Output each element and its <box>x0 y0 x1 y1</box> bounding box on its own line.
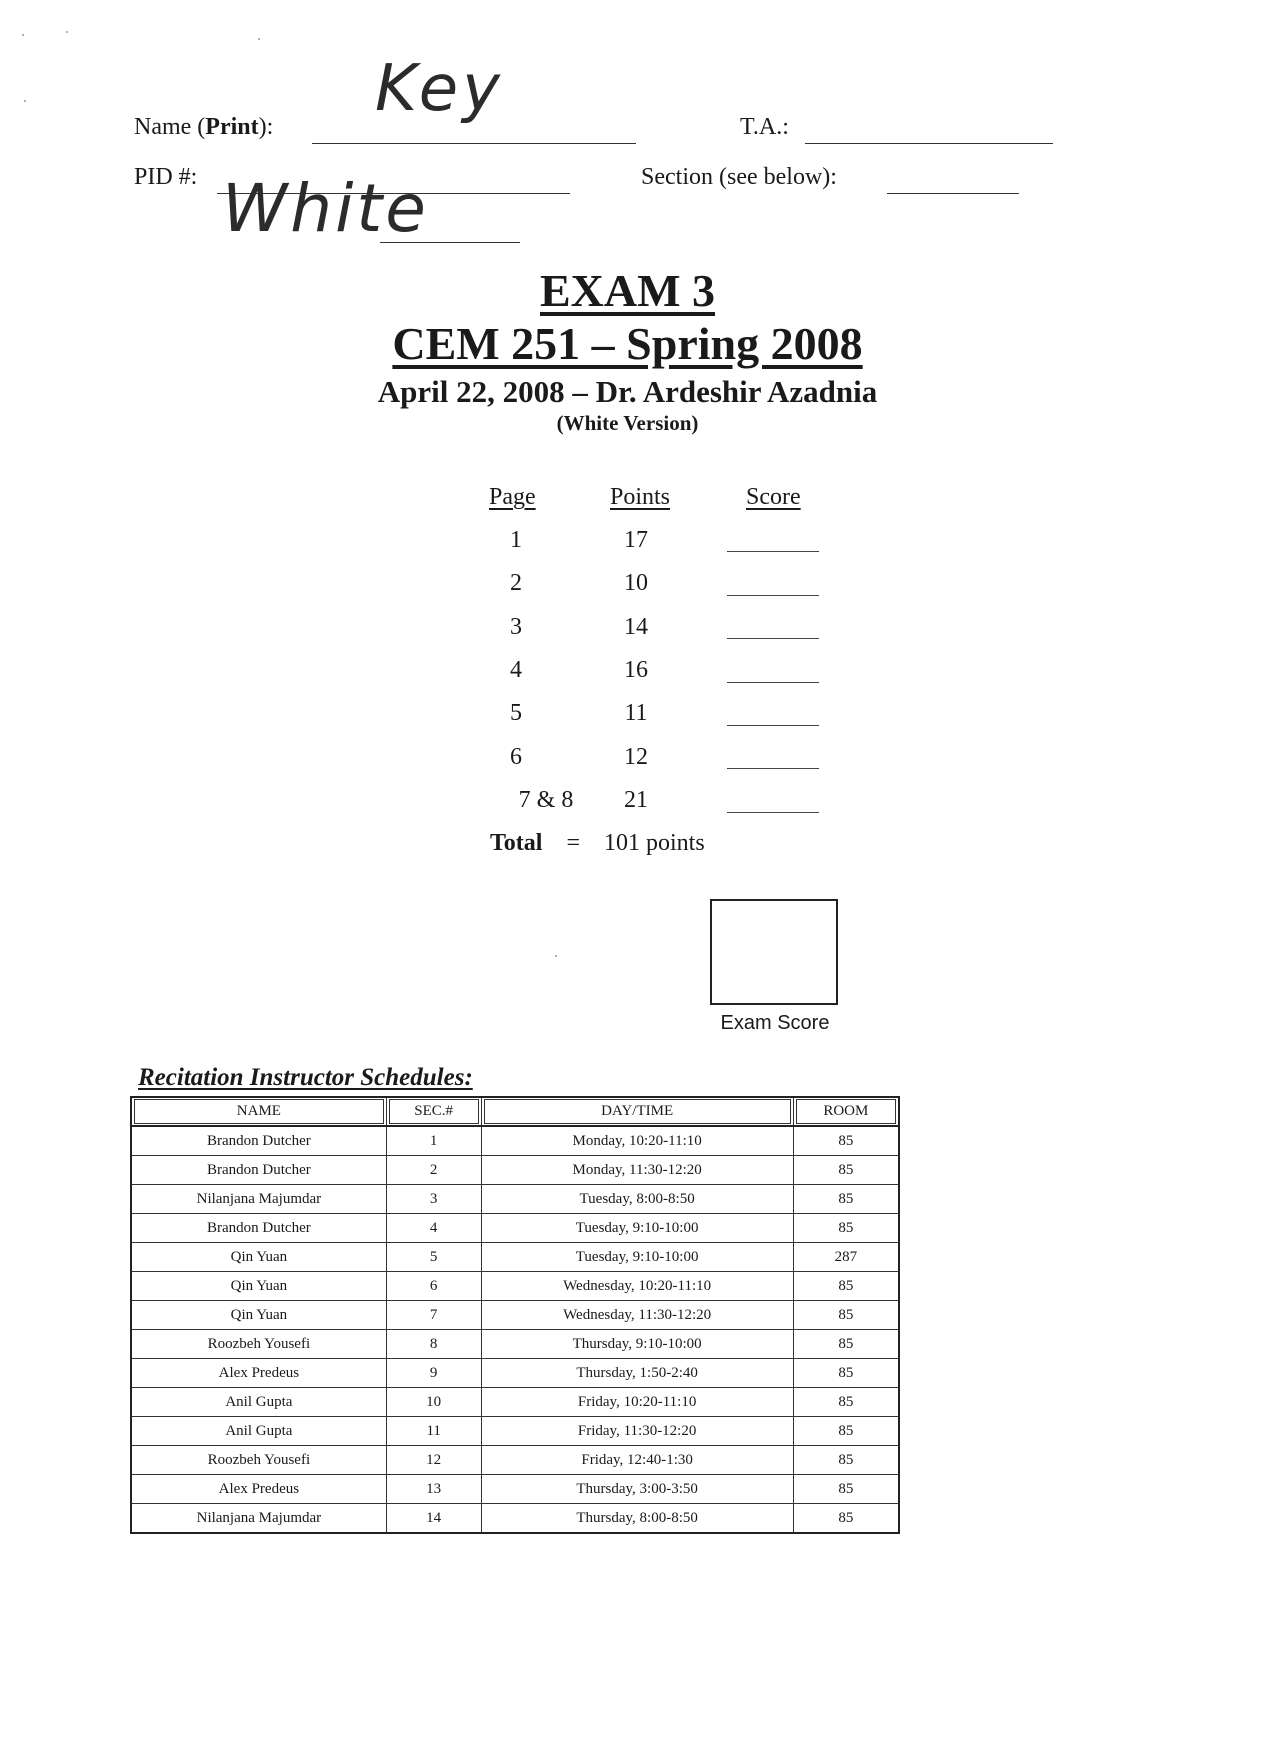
score-row-page: 6 <box>510 744 522 770</box>
section-number: 9 <box>386 1359 481 1388</box>
score-header-page: Page <box>489 484 536 510</box>
score-blank[interactable] <box>727 682 819 683</box>
instructor-name: Roozbeh Yousefi <box>131 1330 386 1359</box>
score-row-page: 2 <box>510 570 522 596</box>
instructor-name: Qin Yuan <box>131 1301 386 1330</box>
day-time: Wednesday, 10:20-11:10 <box>481 1272 793 1301</box>
total-equals: = <box>566 830 581 856</box>
day-time: Thursday, 8:00-8:50 <box>481 1504 793 1534</box>
room-number: 85 <box>793 1330 899 1359</box>
section-number: 5 <box>386 1243 481 1272</box>
score-row-points: 12 <box>624 744 648 770</box>
score-row-points: 17 <box>624 527 648 553</box>
total-label: Total <box>490 830 543 856</box>
score-row-points: 16 <box>624 657 648 683</box>
room-number: 85 <box>793 1359 899 1388</box>
recitation-table <box>130 1096 900 1534</box>
score-blank[interactable] <box>727 768 819 769</box>
section-number: 2 <box>386 1156 481 1185</box>
instructor-name: Anil Gupta <box>131 1388 386 1417</box>
section-number: 1 <box>386 1126 481 1156</box>
day-time: Monday, 11:30-12:20 <box>481 1156 793 1185</box>
score-row-page: 1 <box>510 527 522 553</box>
score-blank[interactable] <box>727 638 819 639</box>
score-row-points: 14 <box>624 614 648 640</box>
section-number: 8 <box>386 1330 481 1359</box>
section-number: 4 <box>386 1214 481 1243</box>
table-row <box>131 1504 899 1534</box>
score-blank[interactable] <box>727 551 819 552</box>
section-number: 7 <box>386 1301 481 1330</box>
instructor-name: Alex Predeus <box>131 1359 386 1388</box>
day-time: Monday, 10:20-11:10 <box>481 1126 793 1156</box>
table-header-row <box>131 1097 899 1126</box>
day-time: Friday, 11:30-12:20 <box>481 1417 793 1446</box>
column-header-sec: SEC.# <box>386 1097 481 1126</box>
table-row <box>131 1272 899 1301</box>
day-time: Friday, 10:20-11:10 <box>481 1388 793 1417</box>
date-instructor: April 22, 2008 – Dr. Ardeshir Azadnia <box>377 374 878 409</box>
version-handwritten-white: White <box>222 170 429 247</box>
scan-speck <box>22 34 24 36</box>
score-total <box>490 830 705 857</box>
score-blank[interactable] <box>727 812 819 813</box>
day-time: Thursday, 1:50-2:40 <box>481 1359 793 1388</box>
day-time: Wednesday, 11:30-12:20 <box>481 1301 793 1330</box>
exam-score-label: Exam Score <box>720 1012 830 1034</box>
ta-label: T.A.: <box>740 114 789 140</box>
column-header-room: ROOM <box>793 1097 899 1126</box>
section-number: 12 <box>386 1446 481 1475</box>
exam-score-box[interactable] <box>710 899 838 1005</box>
day-time: Tuesday, 8:00-8:50 <box>481 1185 793 1214</box>
scan-speck <box>24 100 26 102</box>
room-number: 85 <box>793 1388 899 1417</box>
name-handwritten-key: Key <box>375 52 504 126</box>
room-number: 85 <box>793 1301 899 1330</box>
name-field[interactable] <box>312 143 636 144</box>
instructor-name: Alex Predeus <box>131 1475 386 1504</box>
score-row-page: 7 & 8 <box>518 787 574 813</box>
room-number: 85 <box>793 1185 899 1214</box>
pid-label: PID #: <box>134 164 198 190</box>
scan-speck <box>66 31 68 33</box>
ta-field[interactable] <box>805 143 1053 144</box>
day-time: Tuesday, 9:10-10:00 <box>481 1243 793 1272</box>
table-row <box>131 1330 899 1359</box>
room-number: 287 <box>793 1243 899 1272</box>
instructor-name: Nilanjana Majumdar <box>131 1504 386 1534</box>
scan-speck <box>555 955 557 957</box>
score-blank[interactable] <box>727 725 819 726</box>
column-header-name: NAME <box>131 1097 386 1126</box>
section-number: 14 <box>386 1504 481 1534</box>
instructor-name: Qin Yuan <box>131 1272 386 1301</box>
room-number: 85 <box>793 1272 899 1301</box>
instructor-name: Brandon Dutcher <box>131 1214 386 1243</box>
score-row-points: 10 <box>624 570 648 596</box>
section-number: 13 <box>386 1475 481 1504</box>
room-number: 85 <box>793 1504 899 1534</box>
table-row <box>131 1388 899 1417</box>
table-row <box>131 1156 899 1185</box>
instructor-name: Brandon Dutcher <box>131 1126 386 1156</box>
version-label: (White Version) <box>556 411 699 435</box>
section-label: Section (see below): <box>641 164 837 190</box>
section-number: 11 <box>386 1417 481 1446</box>
score-header-score: Score <box>746 484 801 510</box>
table-row <box>131 1214 899 1243</box>
instructor-name: Nilanjana Majumdar <box>131 1185 386 1214</box>
table-row <box>131 1475 899 1504</box>
column-header-daytime: DAY/TIME <box>481 1097 793 1126</box>
room-number: 85 <box>793 1156 899 1185</box>
score-row-points: 11 <box>624 700 648 726</box>
room-number: 85 <box>793 1417 899 1446</box>
room-number: 85 <box>793 1446 899 1475</box>
course-title: CEM 251 – Spring 2008 <box>392 318 863 369</box>
total-value: 101 points <box>604 830 705 856</box>
table-row <box>131 1359 899 1388</box>
score-blank[interactable] <box>727 595 819 596</box>
table-row <box>131 1185 899 1214</box>
table-row <box>131 1446 899 1475</box>
exam-title: EXAM 3 <box>539 265 716 316</box>
section-number: 3 <box>386 1185 481 1214</box>
score-row-points: 21 <box>624 787 648 813</box>
instructor-name: Roozbeh Yousefi <box>131 1446 386 1475</box>
table-row <box>131 1301 899 1330</box>
section-number: 10 <box>386 1388 481 1417</box>
day-time: Thursday, 9:10-10:00 <box>481 1330 793 1359</box>
score-row-page: 5 <box>510 700 522 726</box>
score-row-page: 3 <box>510 614 522 640</box>
room-number: 85 <box>793 1214 899 1243</box>
instructor-name: Qin Yuan <box>131 1243 386 1272</box>
table-row <box>131 1243 899 1272</box>
table-row <box>131 1126 899 1156</box>
version-handwritten-stroke <box>380 242 520 243</box>
recitation-heading: Recitation Instructor Schedules: <box>138 1064 473 1091</box>
score-row-page: 4 <box>510 657 522 683</box>
day-time: Friday, 12:40-1:30 <box>481 1446 793 1475</box>
section-field[interactable] <box>887 193 1019 194</box>
room-number: 85 <box>793 1475 899 1504</box>
table-row <box>131 1417 899 1446</box>
section-number: 6 <box>386 1272 481 1301</box>
instructor-name: Anil Gupta <box>131 1417 386 1446</box>
score-header-points: Points <box>610 484 671 510</box>
room-number: 85 <box>793 1126 899 1156</box>
day-time: Thursday, 3:00-3:50 <box>481 1475 793 1504</box>
name-label: Name (Print): <box>134 114 274 140</box>
recitation-table-body <box>131 1126 899 1533</box>
instructor-name: Brandon Dutcher <box>131 1156 386 1185</box>
day-time: Tuesday, 9:10-10:00 <box>481 1214 793 1243</box>
scan-speck <box>258 38 260 40</box>
